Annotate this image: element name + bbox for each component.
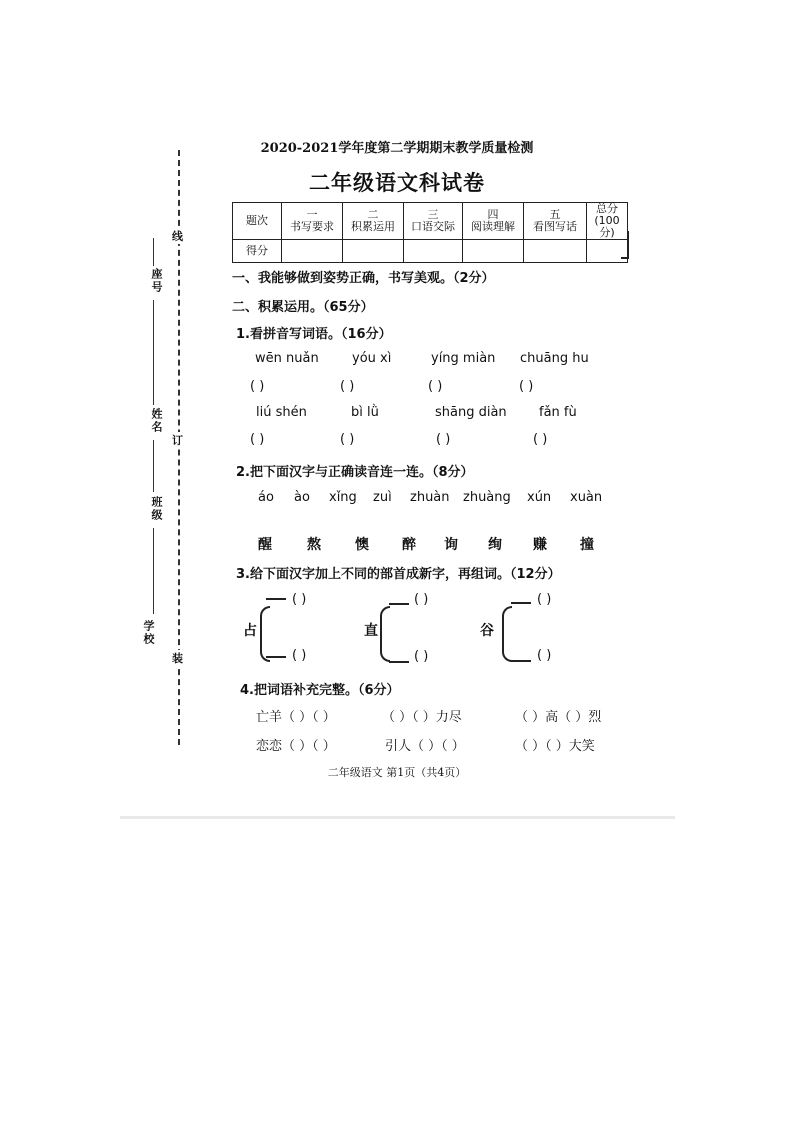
base-char: 占: [243, 623, 257, 639]
answer-paren[interactable]: ( ): [533, 432, 548, 447]
word-paren[interactable]: ( ): [414, 592, 429, 607]
score-entry-cell[interactable]: [404, 240, 463, 263]
seat-number-field[interactable]: [153, 238, 154, 266]
score-header-cell: 题次: [233, 203, 282, 240]
answer-paren[interactable]: ( ): [340, 432, 355, 447]
pinyin-syllable: zhuàng: [463, 490, 511, 505]
score-entry-cell[interactable]: [282, 240, 343, 263]
hanzi-char[interactable]: 绚: [488, 537, 502, 553]
page-footer: 二年级语文 第1页（共4页）: [327, 766, 467, 779]
score-header-cell: 总分 (100分): [587, 203, 628, 240]
pinyin-syllable: xún: [527, 490, 552, 505]
score-header-cell: 四 阅读理解: [463, 203, 524, 240]
radical-blank[interactable]: [389, 603, 409, 605]
brace-shape: [502, 606, 512, 662]
hanzi-char[interactable]: 醒: [258, 537, 272, 553]
section-two-heading: 二、积累运用。（65分）: [232, 300, 374, 315]
brace-shape: [260, 606, 270, 662]
exam-paper-title: 二年级语文科试卷: [309, 170, 485, 195]
idiom-blank[interactable]: （ ）（ ）大笑: [515, 739, 595, 754]
score-header-cell: 五 看图写话: [524, 203, 587, 240]
idiom-blank[interactable]: 亡羊（ ）（ ）: [256, 710, 336, 725]
answer-paren[interactable]: ( ): [250, 432, 265, 447]
word-paren[interactable]: ( ): [537, 592, 552, 607]
question-1-title: 1.看拼音写词语。（16分）: [236, 327, 392, 342]
pinyin-syllable: zhuàn: [410, 490, 450, 505]
base-char: 直: [364, 623, 378, 639]
hanzi-char[interactable]: 醉: [402, 537, 416, 553]
school-label: 学校: [142, 620, 155, 646]
pinyin-word: yóu xì: [352, 351, 392, 366]
base-char: 谷: [480, 623, 494, 639]
question-2-title: 2.把下面汉字与正确读音连一连。（8分）: [236, 465, 474, 480]
question-4-title: 4.把词语补充完整。（6分）: [240, 683, 400, 698]
score-entry-cell[interactable]: [524, 240, 587, 263]
score-table: [232, 202, 628, 263]
question-3-title: 3.给下面汉字加上不同的部首成新字，再组词。（12分）: [236, 567, 561, 582]
binding-word-zhuang: 装: [172, 652, 183, 665]
hanzi-char[interactable]: 赚: [533, 537, 547, 553]
radical-blank[interactable]: [511, 602, 531, 604]
pinyin-word: shāng diàn: [435, 405, 507, 420]
radical-blank[interactable]: [511, 660, 531, 662]
pinyin-syllable: xuàn: [570, 490, 603, 505]
seat-number-field-lower[interactable]: [153, 300, 154, 405]
pinyin-word: bì lǜ: [351, 405, 379, 420]
pinyin-syllable: xǐng: [329, 490, 357, 505]
idiom-blank[interactable]: 引人（ ）（ ）: [385, 739, 465, 754]
pinyin-syllable: ào: [294, 490, 310, 505]
pinyin-word: liú shén: [256, 405, 307, 420]
answer-paren[interactable]: ( ): [436, 432, 451, 447]
hanzi-char[interactable]: 撞: [580, 537, 594, 553]
word-paren[interactable]: ( ): [414, 649, 429, 664]
section-one-heading: 一、我能够做到姿势正确，书写美观。（2分）: [232, 271, 495, 286]
hanzi-char[interactable]: 询: [444, 537, 458, 553]
radical-blank[interactable]: [389, 661, 409, 663]
hanzi-char[interactable]: 熬: [307, 537, 321, 553]
brace-shape: [380, 606, 390, 662]
answer-paren[interactable]: ( ): [250, 379, 265, 394]
word-paren[interactable]: ( ): [292, 592, 307, 607]
score-row-label: 得分: [233, 240, 282, 263]
answer-paren[interactable]: ( ): [428, 379, 443, 394]
pinyin-word: wēn nuǎn: [255, 351, 319, 366]
class-label: 班级: [150, 496, 163, 522]
pinyin-word: chuāng hu: [520, 351, 589, 366]
radical-blank[interactable]: [266, 598, 286, 600]
score-header-cell: 二 积累运用: [343, 203, 404, 240]
pinyin-syllable: zuì: [373, 490, 392, 505]
radical-blank[interactable]: [266, 656, 286, 658]
idiom-blank[interactable]: （ ）高（ ）烈: [515, 710, 602, 725]
answer-paren[interactable]: ( ): [340, 379, 355, 394]
pinyin-syllable: áo: [258, 490, 274, 505]
pinyin-word: yíng miàn: [431, 351, 496, 366]
seat-number-label: 座号: [150, 268, 163, 294]
pinyin-word: fǎn fù: [539, 405, 577, 420]
score-header-cell: 三 口语交际: [404, 203, 463, 240]
name-label: 姓名: [150, 408, 163, 434]
class-field[interactable]: [153, 528, 154, 614]
binding-word-ding: 订: [172, 434, 183, 447]
name-field[interactable]: [153, 440, 154, 492]
exam-term-title: 2020-2021学年度第二学期期末教学质量检测: [260, 141, 534, 156]
idiom-blank[interactable]: 恋恋（ ）（ ）: [256, 739, 336, 754]
binding-word-xian: 线: [172, 230, 183, 243]
hanzi-char[interactable]: 懊: [355, 537, 369, 553]
word-paren[interactable]: ( ): [537, 648, 552, 663]
idiom-blank[interactable]: （ ）（ ）力尽: [382, 710, 462, 725]
score-entry-cell[interactable]: [463, 240, 524, 263]
word-paren[interactable]: ( ): [292, 648, 307, 663]
score-entry-cell[interactable]: [343, 240, 404, 263]
score-header-cell: 一 书写要求: [282, 203, 343, 240]
table-corner-mark: [621, 231, 629, 259]
answer-paren[interactable]: ( ): [519, 379, 534, 394]
page-separator: [120, 816, 675, 819]
